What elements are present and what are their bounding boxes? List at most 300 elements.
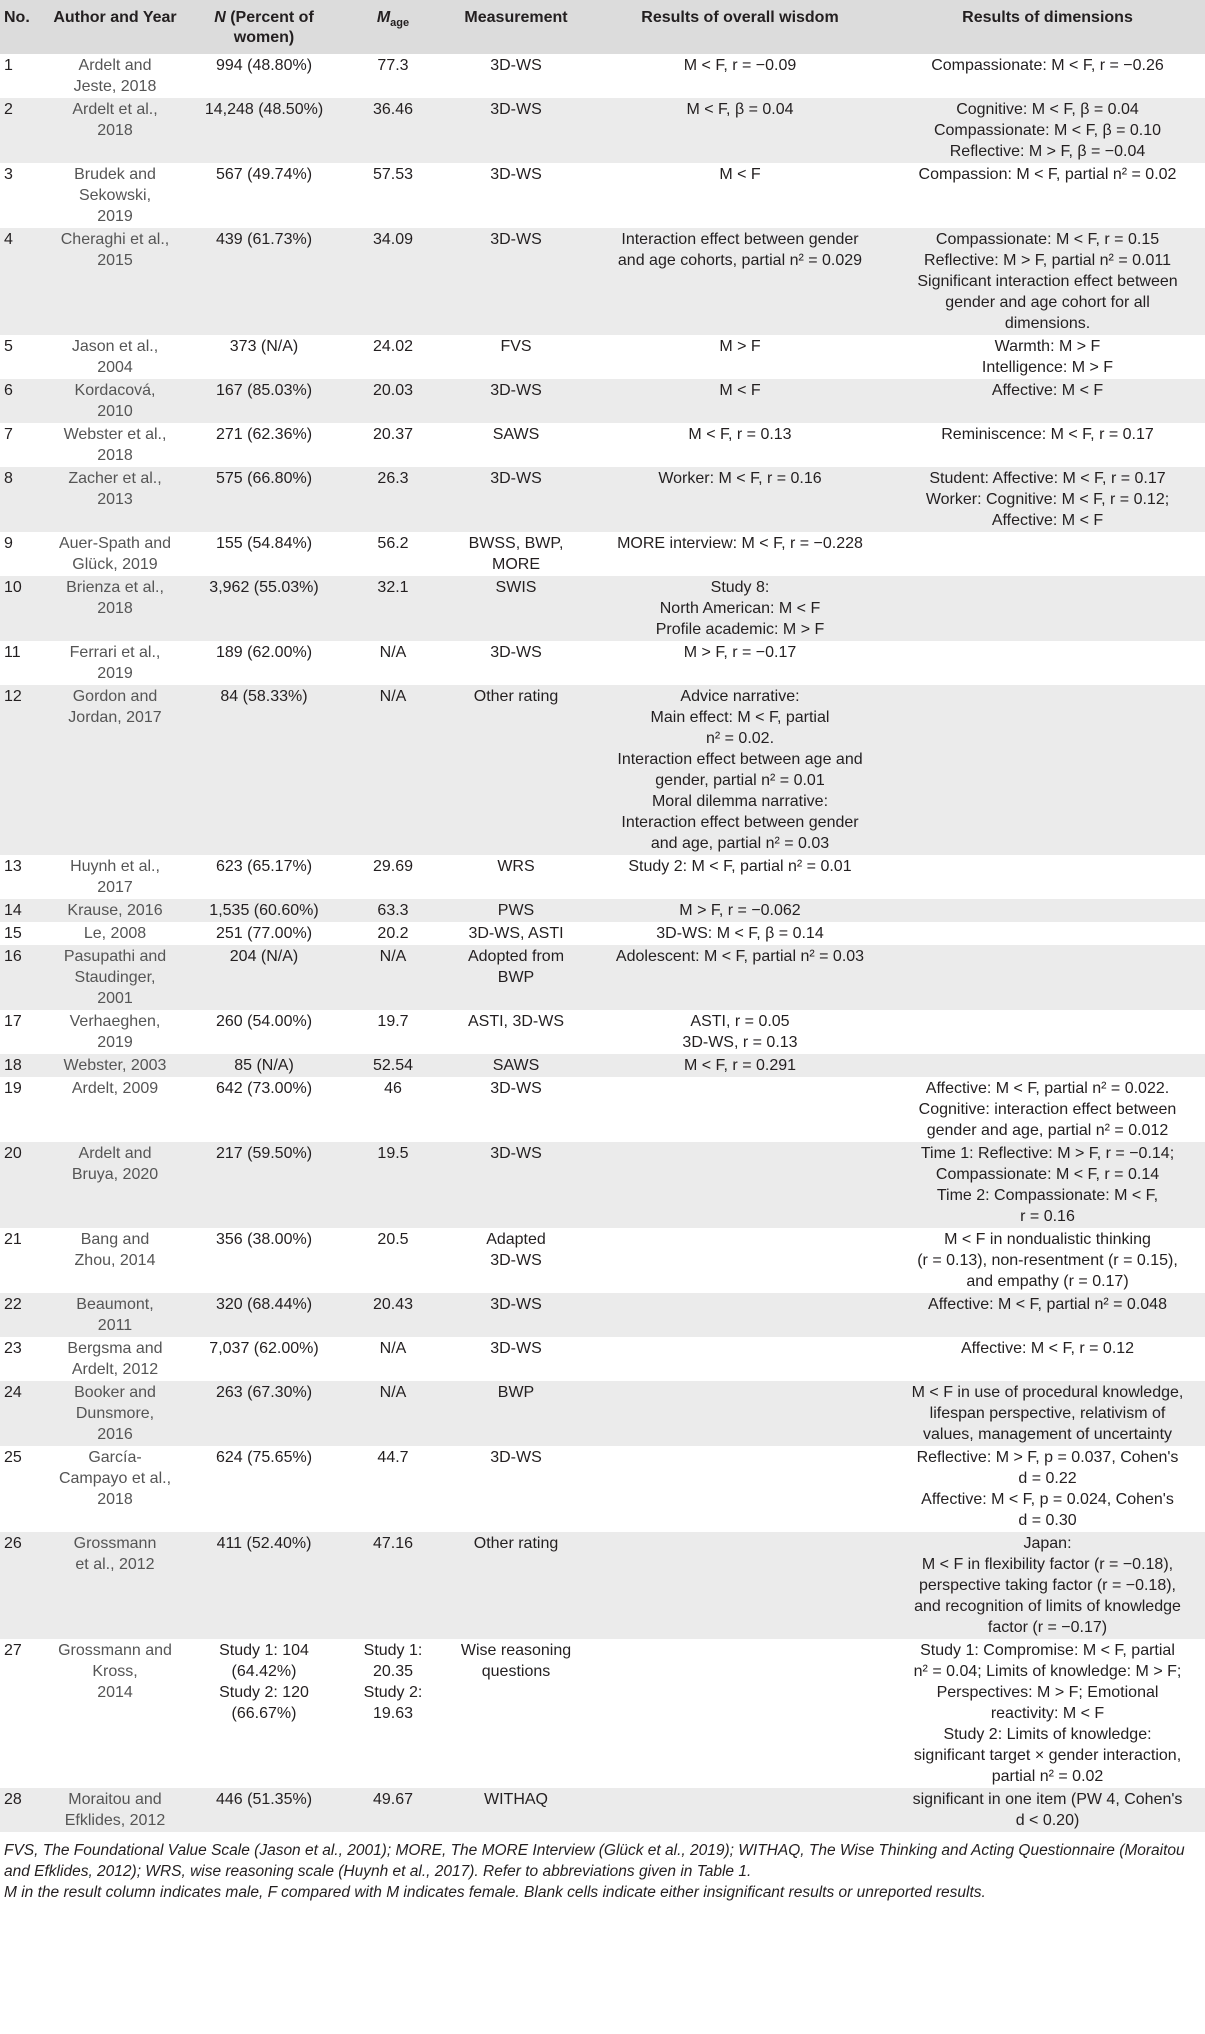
cell-mage xyxy=(344,576,442,641)
cell-no: 15 xyxy=(4,925,22,942)
cell-author xyxy=(46,855,184,899)
cell-overall xyxy=(590,1639,890,1788)
cell-no: 21 xyxy=(4,1231,22,1248)
cell-mage xyxy=(344,163,442,228)
cell-line: 3D-WS xyxy=(490,57,542,74)
cell-line: 14,248 (48.50%) xyxy=(204,101,324,118)
cell-line: North American: M < F xyxy=(659,600,821,617)
cell-line: 2001 xyxy=(97,990,133,1007)
cell-dimensions xyxy=(890,54,1205,98)
cell-n xyxy=(184,228,344,335)
cell-measurement xyxy=(442,641,590,685)
cell-line: Student: Affective: M < F, r = 0.17 xyxy=(929,470,1166,487)
cell-line: 1,535 (60.60%) xyxy=(209,902,319,919)
cell-measurement xyxy=(442,1077,590,1142)
cell-line: SAWS xyxy=(492,1057,540,1074)
cell-line: Study 1: 104 xyxy=(219,1642,309,1659)
cell-line: 642 (73.00%) xyxy=(215,1080,313,1097)
cell-line: Ardelt, 2009 xyxy=(71,1080,159,1097)
cell-line: Main effect: M < F, partial xyxy=(650,709,830,726)
cell-line: 44.7 xyxy=(377,1449,409,1466)
table-row xyxy=(0,641,1205,685)
cell-line: M < F xyxy=(719,166,761,183)
cell-line: Advice narrative: xyxy=(680,688,800,705)
cell-line: MORE xyxy=(492,556,540,573)
table-row xyxy=(0,899,1205,922)
cell-line: 217 (59.50%) xyxy=(215,1145,313,1162)
cell-line: Reflective: M > F, p = 0.037, Cohen's xyxy=(916,1449,1179,1466)
cell-author xyxy=(46,1142,184,1228)
cell-line: 2018 xyxy=(97,122,133,139)
cell-author xyxy=(46,423,184,467)
cell-line: Affective: M < F, p = 0.024, Cohen's xyxy=(921,1491,1174,1508)
cell-line: Beaumont, xyxy=(76,1296,154,1313)
cell-line: Ardelt, 2012 xyxy=(71,1361,159,1378)
header-no: No. xyxy=(4,9,30,26)
cell-line: and empathy (r = 0.17) xyxy=(966,1273,1129,1290)
cell-mage xyxy=(344,532,442,576)
cell-n xyxy=(184,899,344,922)
cell-measurement xyxy=(442,1337,590,1381)
table-row xyxy=(0,1054,1205,1077)
cell-no: 16 xyxy=(4,948,22,965)
cell-line: Zhou, 2014 xyxy=(74,1252,156,1269)
cell-author xyxy=(46,228,184,335)
cell-line: N/A xyxy=(379,644,407,661)
cell-line: 3D-WS xyxy=(490,1296,542,1313)
cell-measurement xyxy=(442,467,590,532)
cell-line: Study 2: 120 xyxy=(219,1684,309,1701)
cell-author xyxy=(46,1381,184,1446)
cell-line: 411 (52.40%) xyxy=(216,1535,312,1552)
cell-n xyxy=(184,467,344,532)
cell-line: 271 (62.36%) xyxy=(215,426,313,443)
cell-dimensions xyxy=(890,379,1205,423)
cell-line: (64.42%) xyxy=(231,1663,297,1680)
cell-dimensions xyxy=(890,1446,1205,1532)
cell-dimensions xyxy=(890,1077,1205,1142)
cell-dimensions xyxy=(890,335,1205,379)
cell-line: Cheraghi et al., xyxy=(60,231,170,248)
cell-line: 20.03 xyxy=(372,382,414,399)
cell-overall xyxy=(590,423,890,467)
cell-n xyxy=(184,855,344,899)
cell-overall xyxy=(590,1228,890,1293)
cell-line: 624 (75.65%) xyxy=(215,1449,313,1466)
table-row xyxy=(0,1228,1205,1293)
cell-line: 3,962 (55.03%) xyxy=(209,579,319,596)
cell-line: Other rating xyxy=(473,688,559,705)
cell-line: 46 xyxy=(384,1080,402,1097)
cell-overall xyxy=(590,1532,890,1639)
table-row xyxy=(0,1293,1205,1337)
cell-n xyxy=(184,945,344,1010)
cell-mage xyxy=(344,1381,442,1446)
cell-overall xyxy=(590,1788,890,1832)
cell-author xyxy=(46,163,184,228)
table-row xyxy=(0,228,1205,335)
cell-dimensions xyxy=(890,1293,1205,1337)
cell-no: 6 xyxy=(4,382,13,399)
cell-line: Reflective: M > F, β = −0.04 xyxy=(949,143,1146,160)
header-overall: Results of overall wisdom xyxy=(641,9,839,26)
cell-author xyxy=(46,1077,184,1142)
cell-line: Study 8: xyxy=(710,579,770,596)
cell-line: Kross, xyxy=(92,1663,138,1680)
cell-n xyxy=(184,1446,344,1532)
cell-line: and recognition of limits of knowledge xyxy=(914,1598,1181,1615)
cell-line: 85 (N/A) xyxy=(234,1057,294,1074)
cell-no: 28 xyxy=(4,1791,22,1808)
cell-line: 24.02 xyxy=(372,338,414,355)
header-dimensions: Results of dimensions xyxy=(962,9,1133,26)
cell-no: 20 xyxy=(4,1145,22,1162)
table-footnote xyxy=(0,1832,1205,1903)
footnote-line-3: M in the result column indicates male, F compared with M indicates female. Blank cells indicate either insignificant results or unreported results. xyxy=(4,1884,986,1901)
cell-mage xyxy=(344,1532,442,1639)
cell-measurement xyxy=(442,1532,590,1639)
cell-line: 2019 xyxy=(97,665,133,682)
cell-no: 8 xyxy=(4,470,13,487)
cell-dimensions xyxy=(890,1532,1205,1639)
cell-line: Ardelt et al., xyxy=(72,101,158,118)
cell-measurement xyxy=(442,54,590,98)
cell-line: Bruya, 2020 xyxy=(71,1166,159,1183)
cell-line: 32.1 xyxy=(377,579,409,596)
cell-line: Grossmann and xyxy=(58,1642,172,1659)
cell-line: Interaction effect between gender xyxy=(621,231,859,248)
cell-line: 3D-WS xyxy=(490,101,542,118)
cell-no: 14 xyxy=(4,902,22,919)
cell-no: 19 xyxy=(4,1080,22,1097)
cell-no: 23 xyxy=(4,1340,22,1357)
cell-line: M < F xyxy=(719,382,761,399)
cell-dimensions xyxy=(890,899,1205,922)
cell-line: Ferrari et al., xyxy=(69,644,161,661)
cell-measurement xyxy=(442,228,590,335)
cell-line: 167 (85.03%) xyxy=(215,382,313,399)
cell-line: Compassionate: M < F, r = 0.15 xyxy=(935,231,1160,248)
header-n: N (Percent of women) xyxy=(214,9,314,46)
cell-line: Study 1: Compromise: M < F, partial xyxy=(920,1642,1175,1659)
cell-overall xyxy=(590,855,890,899)
cell-no: 13 xyxy=(4,858,22,875)
cell-mage xyxy=(344,1788,442,1832)
cell-mage xyxy=(344,1337,442,1381)
cell-line: BWP xyxy=(497,1384,535,1401)
cell-line: Ardelt and xyxy=(78,57,152,74)
cell-no: 11 xyxy=(4,644,21,661)
cell-line: Compassionate: M < F, β = 0.10 xyxy=(933,122,1162,139)
cell-line: Affective: M < F, partial n² = 0.048 xyxy=(928,1296,1167,1313)
cell-line: García- xyxy=(88,1449,142,1466)
cell-line: 56.2 xyxy=(377,535,409,552)
cell-line: 19.5 xyxy=(377,1145,409,1162)
cell-n xyxy=(184,576,344,641)
cell-line: SWIS xyxy=(495,579,537,596)
cell-measurement xyxy=(442,922,590,945)
cell-line: gender and age cohort for all xyxy=(945,294,1150,311)
cell-measurement xyxy=(442,423,590,467)
table-row xyxy=(0,335,1205,379)
cell-mage xyxy=(344,899,442,922)
table-body xyxy=(0,54,1205,1832)
cell-line: 356 (38.00%) xyxy=(215,1231,313,1248)
cell-line: 63.3 xyxy=(377,902,409,919)
cell-line: Interaction effect between gender xyxy=(621,814,859,831)
cell-measurement xyxy=(442,163,590,228)
cell-author xyxy=(46,467,184,532)
cell-no: 2 xyxy=(4,101,13,118)
cell-overall xyxy=(590,335,890,379)
cell-line: 19.7 xyxy=(377,1013,409,1030)
cell-no: 3 xyxy=(4,166,13,183)
cell-line: Cognitive: interaction effect between xyxy=(918,1101,1177,1118)
cell-mage xyxy=(344,1293,442,1337)
cell-line: PWS xyxy=(497,902,535,919)
cell-measurement xyxy=(442,1639,590,1788)
cell-line: Kordacová, xyxy=(74,382,156,399)
cell-n xyxy=(184,685,344,855)
cell-line: Le, 2008 xyxy=(83,925,147,942)
cell-line: Moral dilemma narrative: xyxy=(651,793,829,810)
cell-no: 27 xyxy=(4,1642,22,1659)
cell-mage xyxy=(344,1077,442,1142)
cell-mage xyxy=(344,335,442,379)
cell-dimensions xyxy=(890,1788,1205,1832)
cell-overall xyxy=(590,1054,890,1077)
cell-line: M < F, r = 0.13 xyxy=(688,426,792,443)
cell-line: n² = 0.04; Limits of knowledge: M > F; xyxy=(913,1663,1182,1680)
table-row xyxy=(0,1788,1205,1832)
cell-line: and age cohorts, partial n² = 0.029 xyxy=(617,252,863,269)
cell-dimensions xyxy=(890,922,1205,945)
cell-overall xyxy=(590,54,890,98)
cell-mage xyxy=(344,467,442,532)
cell-line: Affective: M < F xyxy=(991,512,1104,529)
cell-line: 623 (65.17%) xyxy=(215,858,313,875)
cell-line: reactivity: M < F xyxy=(990,1705,1105,1722)
cell-author xyxy=(46,1293,184,1337)
table-row xyxy=(0,1639,1205,1788)
cell-line: Jeste, 2018 xyxy=(73,78,157,95)
table-row xyxy=(0,1337,1205,1381)
cell-measurement xyxy=(442,1054,590,1077)
cell-overall xyxy=(590,1446,890,1532)
header-mage: $M_{age}$ xyxy=(376,9,410,30)
cell-no: 5 xyxy=(4,338,13,355)
cell-line: Affective: M < F xyxy=(991,382,1104,399)
cell-line: 2017 xyxy=(97,879,133,896)
cell-line: 49.67 xyxy=(372,1791,414,1808)
cell-line: M > F, r = −0.062 xyxy=(679,902,801,919)
cell-author xyxy=(46,945,184,1010)
cell-line: (66.67%) xyxy=(231,1705,297,1722)
cell-line: Study 2: Limits of knowledge: xyxy=(943,1726,1152,1743)
cell-line: M < F in flexibility factor (r = −0.18), xyxy=(921,1556,1174,1573)
cell-line: 2019 xyxy=(97,208,133,225)
cell-dimensions xyxy=(890,1639,1205,1788)
cell-line: Compassionate: M < F, r = 0.14 xyxy=(935,1166,1160,1183)
cell-overall xyxy=(590,1337,890,1381)
cell-line: SAWS xyxy=(492,426,540,443)
cell-line: 189 (62.00%) xyxy=(215,644,313,661)
header-measurement: Measurement xyxy=(464,9,568,26)
cell-no: 4 xyxy=(4,231,13,248)
cell-line: WITHAQ xyxy=(484,1791,548,1808)
cell-n xyxy=(184,1532,344,1639)
cell-line: Other rating xyxy=(473,1535,559,1552)
cell-line: Gordon and xyxy=(72,688,158,705)
cell-dimensions xyxy=(890,1228,1205,1293)
cell-mage xyxy=(344,379,442,423)
cell-line: partial n² = 0.02 xyxy=(991,1768,1104,1785)
cell-overall xyxy=(590,163,890,228)
cell-line: Sekowski, xyxy=(78,187,152,204)
cell-no: 12 xyxy=(4,688,22,705)
table-row xyxy=(0,922,1205,945)
cell-line: 77.3 xyxy=(377,57,409,74)
cell-measurement xyxy=(442,1788,590,1832)
cell-line: Compassionate: M < F, r = −0.26 xyxy=(931,57,1164,74)
cell-line: Glück, 2019 xyxy=(72,556,158,573)
cell-no: 9 xyxy=(4,535,13,552)
cell-line: Wise reasoning xyxy=(460,1642,572,1659)
cell-no: 25 xyxy=(4,1449,22,1466)
cell-line: M < F, β = 0.04 xyxy=(686,101,794,118)
cell-line: 84 (58.33%) xyxy=(220,688,308,705)
cell-line: et al., 2012 xyxy=(75,1556,155,1573)
cell-measurement xyxy=(442,532,590,576)
cell-author xyxy=(46,1639,184,1788)
cell-mage xyxy=(344,1639,442,1788)
cell-overall xyxy=(590,1010,890,1054)
cell-author xyxy=(46,1228,184,1293)
cell-no: 18 xyxy=(4,1057,22,1074)
cell-line: M < F, r = 0.291 xyxy=(683,1057,797,1074)
cell-line: 2019 xyxy=(97,1034,133,1051)
cell-line: Huynh et al., xyxy=(70,858,160,875)
cell-line: 446 (51.35%) xyxy=(215,1791,313,1808)
cell-n xyxy=(184,335,344,379)
cell-measurement xyxy=(442,899,590,922)
cell-line: Warmth: M > F xyxy=(994,338,1101,355)
cell-line: FVS xyxy=(500,338,532,355)
cell-line: 3D-WS: M < F, β = 0.14 xyxy=(656,925,824,942)
cell-author xyxy=(46,641,184,685)
cell-line: 3D-WS xyxy=(490,1080,542,1097)
cell-line: 29.69 xyxy=(372,858,414,875)
cell-no: 17 xyxy=(4,1013,22,1030)
table-row xyxy=(0,532,1205,576)
cell-line: 3D-WS, ASTI xyxy=(468,925,564,942)
cell-author xyxy=(46,922,184,945)
cell-line: BWP xyxy=(497,969,535,986)
cell-line: Moraitou and xyxy=(68,1791,162,1808)
cell-line: 263 (67.30%) xyxy=(215,1384,313,1401)
cell-line: Bang and xyxy=(80,1231,150,1248)
cell-overall xyxy=(590,467,890,532)
table-row xyxy=(0,1142,1205,1228)
cell-n xyxy=(184,423,344,467)
cell-line: 373 (N/A) xyxy=(229,338,299,355)
cell-author xyxy=(46,1532,184,1639)
cell-n xyxy=(184,1054,344,1077)
cell-overall xyxy=(590,1077,890,1142)
cell-line: Efklides, 2012 xyxy=(64,1812,166,1829)
cell-line: 20.5 xyxy=(377,1231,409,1248)
cell-line: 3D-WS xyxy=(490,231,542,248)
cell-measurement xyxy=(442,379,590,423)
cell-author xyxy=(46,685,184,855)
cell-line: N/A xyxy=(379,1340,407,1357)
cell-author xyxy=(46,1337,184,1381)
cell-line: N/A xyxy=(379,948,407,965)
cell-mage xyxy=(344,54,442,98)
table-row xyxy=(0,467,1205,532)
cell-overall xyxy=(590,1142,890,1228)
cell-line: 2004 xyxy=(97,359,133,376)
cell-mage xyxy=(344,855,442,899)
cell-n xyxy=(184,1293,344,1337)
cell-line: Jordan, 2017 xyxy=(68,709,162,726)
cell-line: 20.43 xyxy=(372,1296,414,1313)
cell-line: ASTI, r = 0.05 xyxy=(690,1013,790,1030)
cell-line: BWSS, BWP, xyxy=(468,535,564,552)
header-row xyxy=(0,0,1205,54)
cell-line: 36.46 xyxy=(372,101,414,118)
cell-overall xyxy=(590,576,890,641)
cell-dimensions xyxy=(890,685,1205,855)
cell-line: questions xyxy=(481,1663,551,1680)
cell-line: Verhaeghen, xyxy=(69,1013,161,1030)
cell-mage xyxy=(344,423,442,467)
cell-n xyxy=(184,922,344,945)
cell-line: and age, partial n² = 0.03 xyxy=(650,835,830,852)
cell-dimensions xyxy=(890,98,1205,163)
cell-line: Japan: xyxy=(1023,1535,1072,1552)
table-row xyxy=(0,1532,1205,1639)
cell-n xyxy=(184,1077,344,1142)
cell-no: 10 xyxy=(4,579,22,596)
cell-line: Adopted from xyxy=(467,948,565,965)
cell-n xyxy=(184,98,344,163)
cell-line: 2018 xyxy=(97,447,133,464)
cell-measurement xyxy=(442,1446,590,1532)
cell-line: 3D-WS xyxy=(490,1145,542,1162)
cell-n xyxy=(184,1010,344,1054)
table-row xyxy=(0,54,1205,98)
cell-author xyxy=(46,54,184,98)
cell-line: WRS xyxy=(497,858,535,875)
cell-line: Webster, 2003 xyxy=(63,1057,167,1074)
cell-dimensions xyxy=(890,1337,1205,1381)
cell-line: Compassion: M < F, partial n² = 0.02 xyxy=(918,166,1177,183)
cell-line: 2013 xyxy=(97,491,133,508)
cell-dimensions xyxy=(890,1010,1205,1054)
cell-n xyxy=(184,379,344,423)
cell-no: 1 xyxy=(4,57,13,74)
cell-measurement xyxy=(442,945,590,1010)
cell-line: Adolescent: M < F, partial n² = 0.03 xyxy=(615,948,865,965)
cell-measurement xyxy=(442,855,590,899)
cell-line: 2015 xyxy=(97,252,133,269)
cell-line: Profile academic: M > F xyxy=(655,621,825,638)
cell-overall xyxy=(590,379,890,423)
cell-n xyxy=(184,163,344,228)
cell-overall xyxy=(590,98,890,163)
cell-line: 3D-WS xyxy=(490,1340,542,1357)
